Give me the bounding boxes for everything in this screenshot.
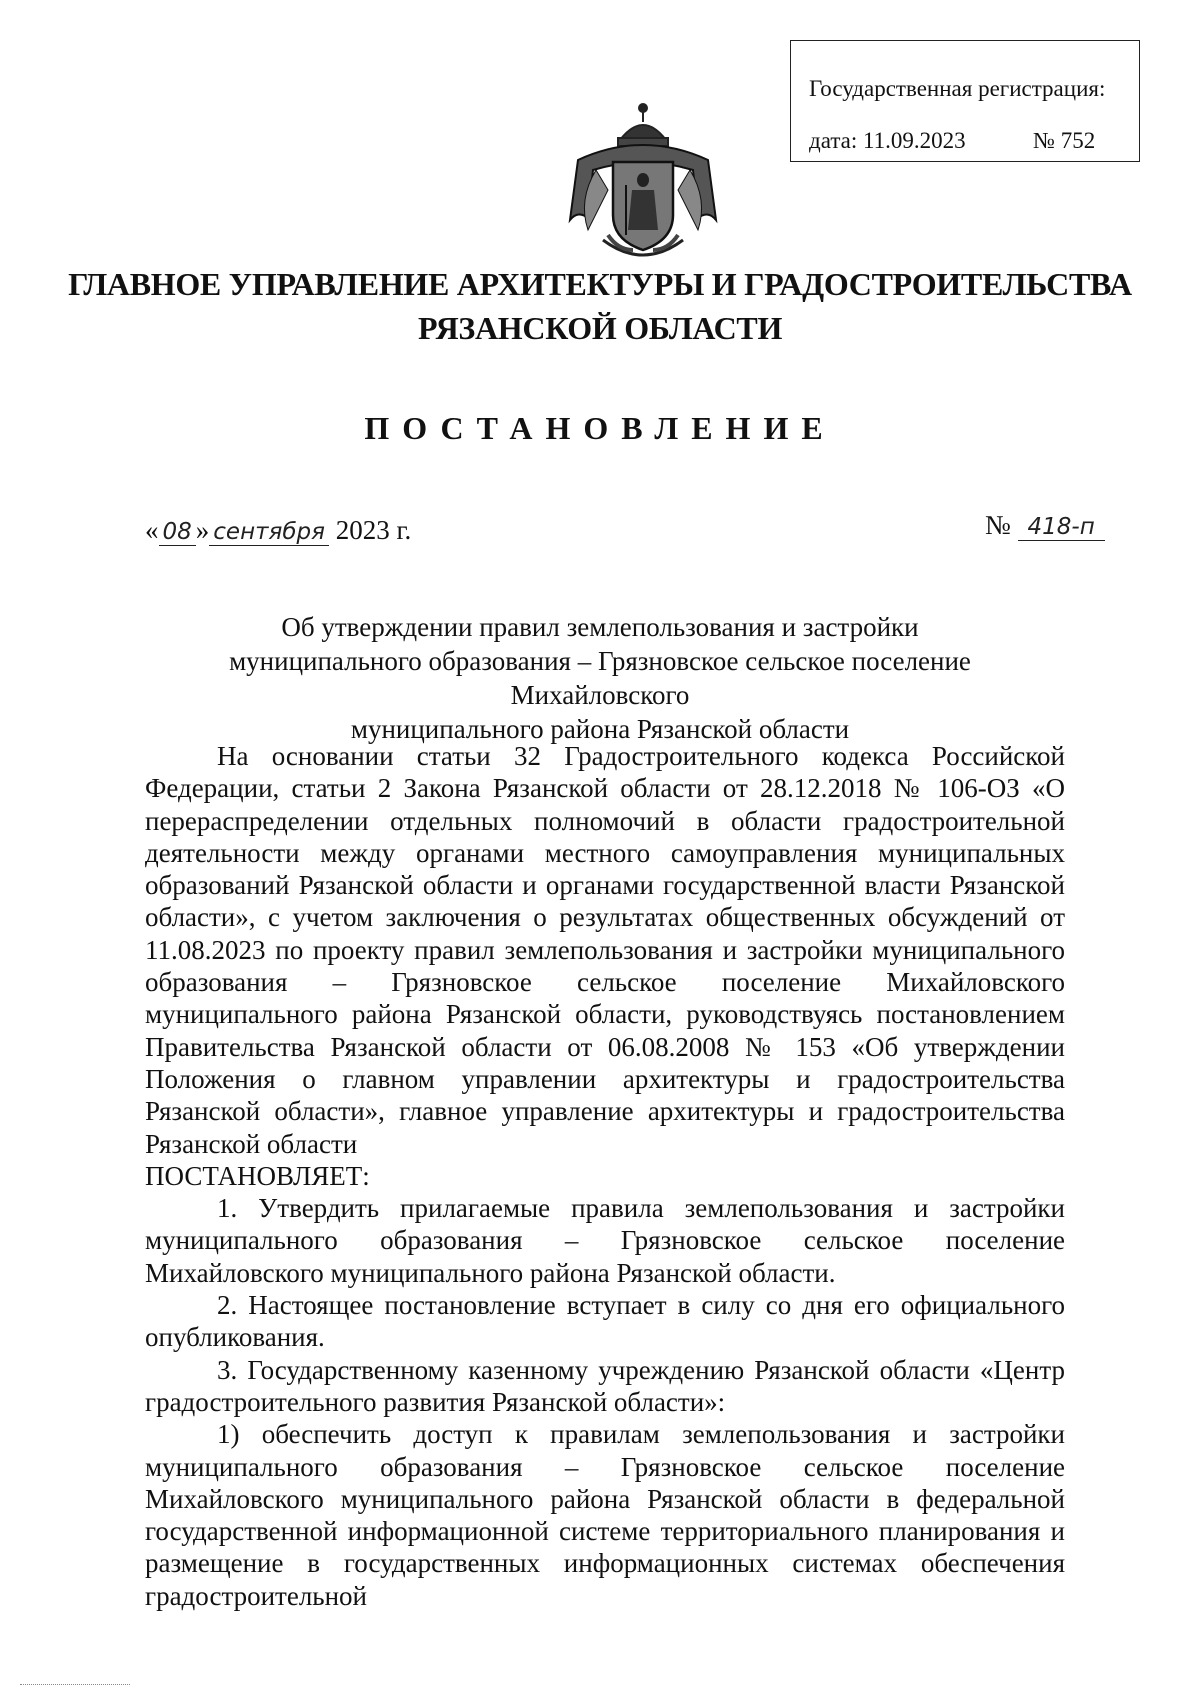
registration-number: № 752: [1033, 128, 1096, 153]
subject-line1: Об утверждении правил землепользования и застройки: [281, 612, 919, 642]
number-label: №: [985, 510, 1011, 540]
item-3-1: 1) обеспечить доступ к правилам землепользования и застройки муниципального образования – Грязновское сельское поселение Михайловского муниципального района Рязанской области в федеральной государственной информационной системе территориального планирования и размещение в государственных информационных системах обеспечения градостроительной: [145, 1419, 1065, 1611]
footer-dotted-mark: [20, 1684, 130, 1685]
subject-line2: муниципального образования – Грязновское сельское поселение Михайловского: [229, 646, 971, 710]
document-date: [145, 515, 411, 546]
registration-date: дата: 11.09.2023: [809, 128, 966, 153]
registration-stamp: [790, 40, 1140, 162]
organization-line2: РЯЗАНСКОЙ ОБЛАСТИ: [417, 310, 783, 346]
item-1: 1. Утвердить прилагаемые правила землепользования и застройки муниципального образования – Грязновское сельское поселение Михайловского муниципального района Рязанской области.: [145, 1193, 1065, 1288]
date-open-quote: «: [145, 515, 159, 545]
date-month: сентября: [209, 519, 329, 546]
document-type: ПОСТАНОВЛЕНИЕ: [364, 410, 836, 446]
item-3: 3. Государственному казенному учреждению Рязанской области «Центр градостроительного развития Рязанской области»:: [145, 1354, 1065, 1417]
number-value: 418-п: [1018, 514, 1105, 541]
document-number: [985, 510, 1105, 541]
document-subject: [140, 610, 1060, 746]
preamble-paragraph: На основании статьи 32 Градостроительного кодекса Российской Федерации, статьи 2 Закона Рязанской области от 28.12.2018 № 106-ОЗ «О перераспределении отдельных полномочий в области градостроительной деятельности между органами местного самоуправления муниципальных образований Рязанской области и органами государственной власти Рязанской области», с учетом заключения о результатах общественных обсуждений от 11.08.2023 по проекту правил землепользования и застройки муниципального образования – Грязновское сельское поселение Михайловского муниципального района Рязанской области, руководствуясь постановлением Правительства Рязанской области от 06.08.2008 № 153 «Об утверждении Положения о главном управлении архитектуры и градостроительства Рязанской области», главное управление архитектуры и градостроительства Рязанской области: [145, 741, 1065, 1159]
date-year: 2023 г.: [335, 515, 412, 545]
registration-title: Государственная регистрация:: [809, 76, 1106, 101]
subject-line3: муниципального района Рязанской области: [350, 714, 850, 744]
document-body: [145, 740, 1065, 1612]
date-close-quote: »: [195, 515, 210, 545]
organization-title: [0, 262, 1200, 350]
item-2: 2. Настоящее постановление вступает в силу со дня его официального опубликования.: [145, 1290, 1065, 1353]
date-day: 08: [159, 519, 196, 546]
organization-line1: ГЛАВНОЕ УПРАВЛЕНИЕ АРХИТЕКТУРЫ И ГРАДОСТРОИТЕЛЬСТВА: [68, 266, 1132, 302]
coat-of-arms-icon: [558, 100, 728, 270]
decree-word: ПОСТАНОВЛЯЕТ:: [145, 1160, 370, 1191]
